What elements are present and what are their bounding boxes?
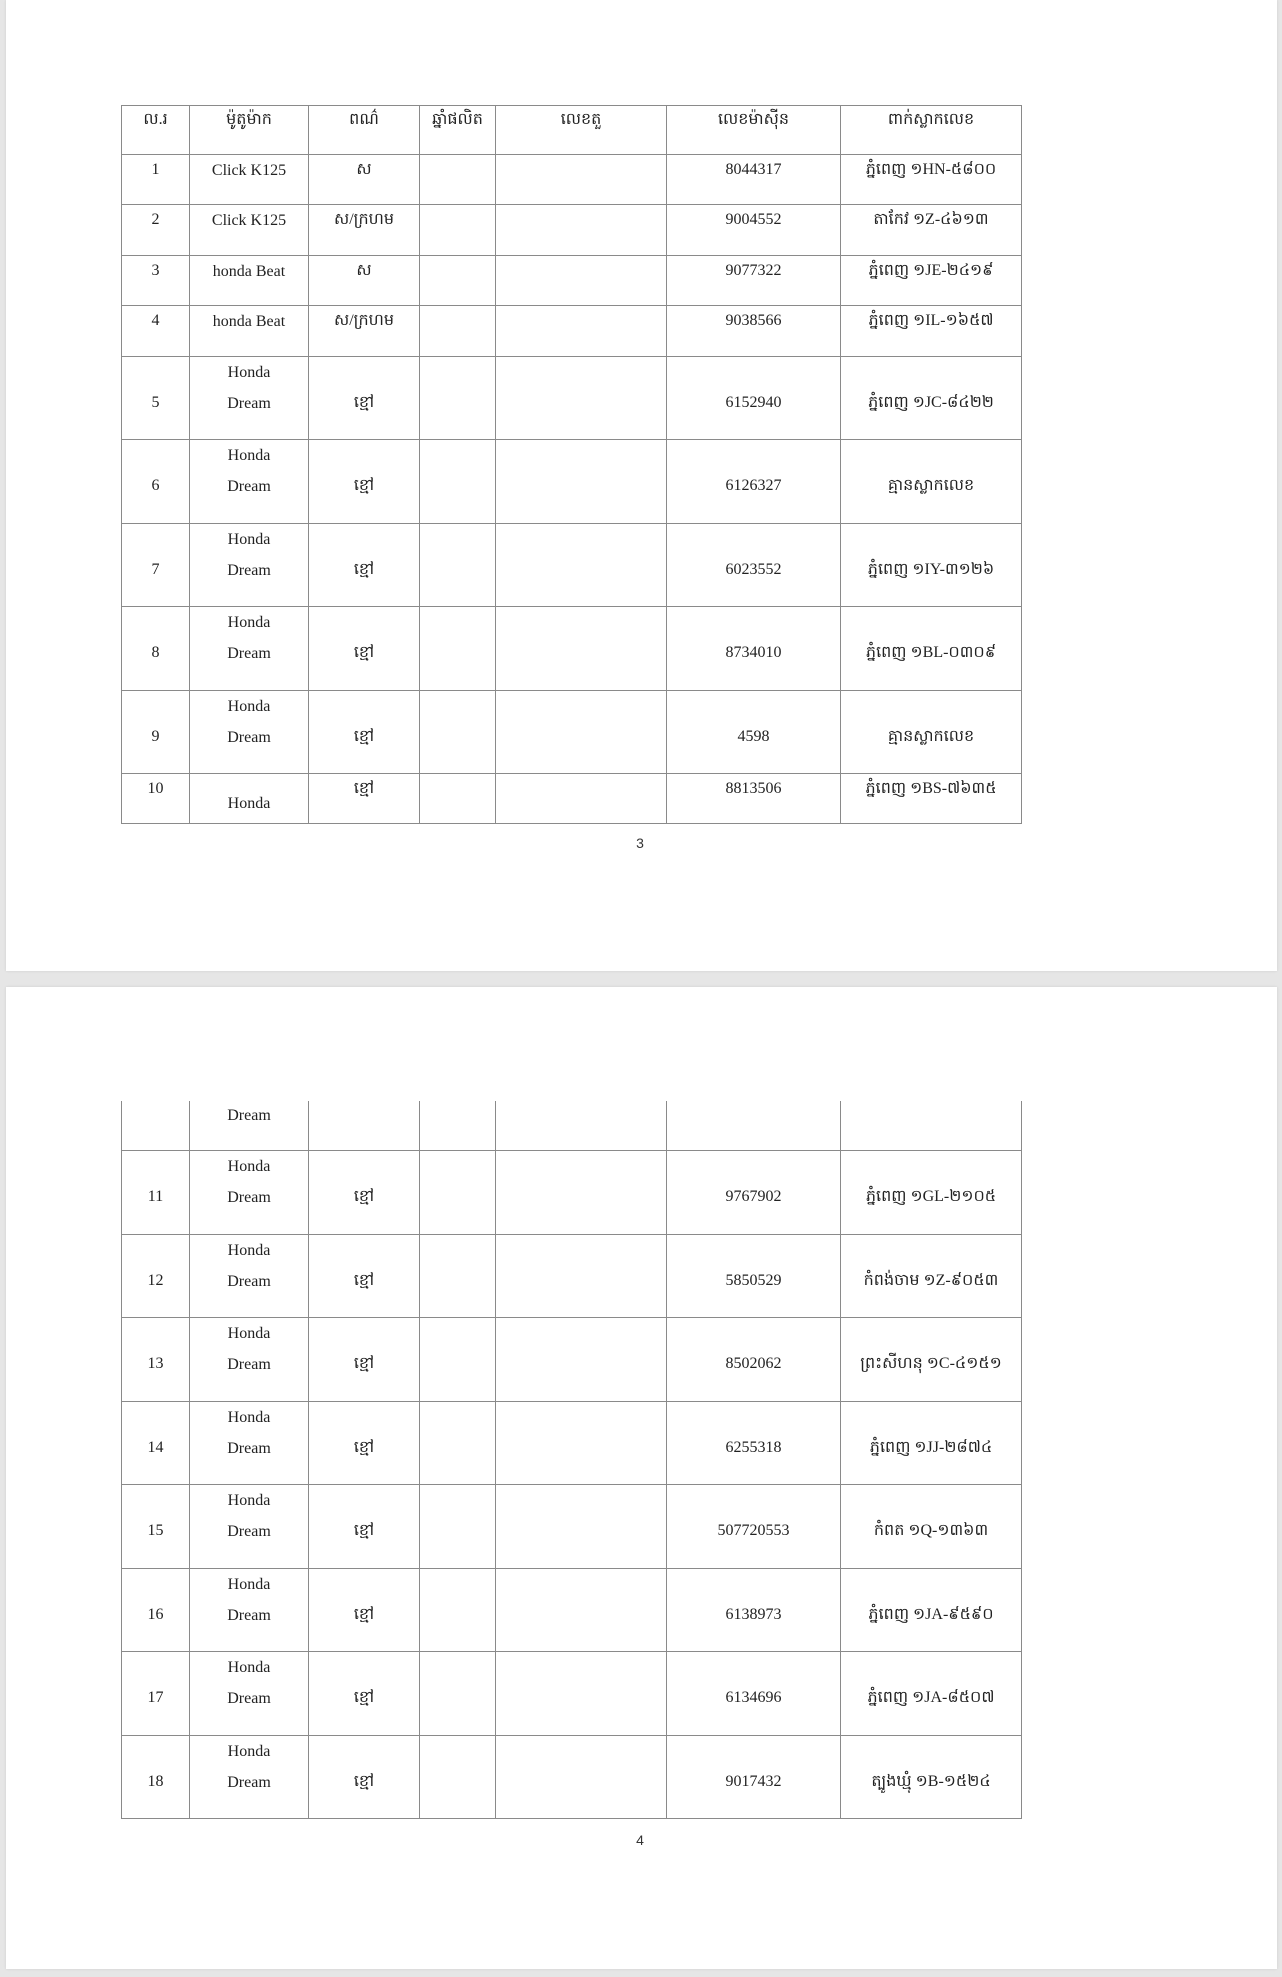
cell-plate: តាកែវ ១Z-៤៦១៣: [841, 205, 1022, 255]
cell-model: [190, 440, 309, 524]
model-line: Honda: [227, 1325, 271, 1343]
cell-chassis: [496, 256, 667, 306]
model-line: Honda: [227, 530, 271, 548]
table-row: [122, 1402, 1022, 1486]
cell-chassis: [496, 524, 667, 608]
cell-model: [190, 1151, 309, 1235]
cell-no: 2: [122, 205, 190, 255]
cell-color: ស: [309, 256, 420, 306]
cell-model: [190, 1402, 309, 1486]
cell-plate: ភ្នំពេញ ១HN-៥៨០០: [841, 155, 1022, 205]
model-line: Honda: [227, 447, 271, 465]
model-line: Honda: [227, 1241, 271, 1259]
cell-chassis: [496, 440, 667, 524]
document-page: [6, 987, 1277, 1969]
model-line: Dream: [227, 1272, 271, 1290]
cell-plate: ភ្នំពេញ ១JJ-២៨៧៤: [841, 1402, 1022, 1486]
cell-no: 18: [122, 1736, 190, 1820]
cell-no: 16: [122, 1569, 190, 1653]
cell-year: [420, 607, 496, 691]
table-row: [122, 1318, 1022, 1402]
cell-engine: 9038566: [667, 306, 841, 356]
header-plate: ពាក់ស្លាកលេខ: [841, 106, 1022, 155]
cell-model: [190, 1569, 309, 1653]
model-line: Honda: [227, 697, 271, 715]
cell-model: [190, 1736, 309, 1820]
cell-no: 12: [122, 1235, 190, 1319]
model-line: Honda: [227, 1659, 271, 1677]
cell-color: [309, 1101, 420, 1151]
model-line: Dream: [227, 1690, 271, 1708]
cell-engine: 6152940: [667, 357, 841, 441]
cell-year: [420, 524, 496, 608]
cell-plate: ភ្នំពេញ ១BS-៧៦៣៥: [841, 774, 1022, 824]
cell-year: [420, 155, 496, 205]
table-body: [122, 155, 1022, 824]
table-row: [122, 155, 1022, 205]
model-line: Dream: [227, 728, 271, 746]
model-line: Honda: [227, 1408, 271, 1426]
cell-plate: ព្រះសីហនុ ១C-៤១៥១: [841, 1318, 1022, 1402]
model-line: Honda: [227, 363, 271, 381]
cell-color: ខ្មៅ: [309, 607, 420, 691]
cell-engine: 6134696: [667, 1652, 841, 1736]
cell-color: ខ្មៅ: [309, 524, 420, 608]
cell-no: 1: [122, 155, 190, 205]
table-row: [122, 691, 1022, 775]
cell-chassis: [496, 691, 667, 775]
cell-model: [190, 1485, 309, 1569]
header-year: ឆ្នាំផលិត: [420, 106, 496, 155]
cell-year: [420, 1402, 496, 1486]
model-line: Honda: [227, 1575, 271, 1593]
cell-color: ខ្មៅ: [309, 1485, 420, 1569]
cell-year: [420, 1318, 496, 1402]
model-line: Dream: [227, 1356, 271, 1374]
cell-no: 9: [122, 691, 190, 775]
cell-engine: 8044317: [667, 155, 841, 205]
header-color: ពណ៌: [309, 106, 420, 155]
cell-model: [190, 524, 309, 608]
table-row: [122, 440, 1022, 524]
cell-chassis: [496, 1569, 667, 1653]
cell-model: [190, 357, 309, 441]
cell-color: ខ្មៅ: [309, 691, 420, 775]
cell-model: [190, 691, 309, 775]
page-number: 4: [636, 1832, 644, 1848]
cell-model: [190, 205, 309, 255]
cell-engine: 6255318: [667, 1402, 841, 1486]
cell-year: [420, 1101, 496, 1151]
table-row-continuation: [122, 1101, 1022, 1151]
table-row: [122, 1736, 1022, 1820]
cell-year: [420, 691, 496, 775]
cell-color: ខ្មៅ: [309, 1402, 420, 1486]
table-row: [122, 1235, 1022, 1319]
cell-color: ស/ក្រហម: [309, 205, 420, 255]
cell-no: 14: [122, 1402, 190, 1486]
cell-color: ខ្មៅ: [309, 1736, 420, 1820]
cell-chassis: [496, 774, 667, 824]
cell-chassis: [496, 1235, 667, 1319]
cell-year: [420, 1569, 496, 1653]
table-row: [122, 306, 1022, 356]
cell-plate: គ្មានស្លាកលេខ: [841, 440, 1022, 524]
cell-color: ស/ក្រហម: [309, 306, 420, 356]
cell-no: 3: [122, 256, 190, 306]
cell-engine: 6126327: [667, 440, 841, 524]
cell-no: 7: [122, 524, 190, 608]
table-row: [122, 774, 1022, 824]
model-line: Dream: [227, 1189, 271, 1207]
model-line: Honda: [227, 1492, 271, 1510]
cell-chassis: [496, 1485, 667, 1569]
table-body: [122, 1151, 1022, 1819]
table-header-row: [122, 106, 1022, 155]
table-row: [122, 1151, 1022, 1235]
cell-engine: 9077322: [667, 256, 841, 306]
cell-plate: គ្មានស្លាកលេខ: [841, 691, 1022, 775]
cell-chassis: [496, 1652, 667, 1736]
header-chassis: លេខតួ: [496, 106, 667, 155]
cell-model: Dream: [190, 1101, 309, 1151]
cell-year: [420, 357, 496, 441]
cell-chassis: [496, 205, 667, 255]
cell-year: [420, 205, 496, 255]
model-line: Honda: [227, 614, 271, 632]
cell-no: 13: [122, 1318, 190, 1402]
table-row: [122, 357, 1022, 441]
model-line: Dream: [227, 1606, 271, 1624]
document-page: [6, 0, 1277, 971]
cell-year: [420, 1485, 496, 1569]
page-number: 3: [636, 835, 644, 851]
model-line: Click K125: [211, 162, 287, 179]
cell-chassis: [496, 306, 667, 356]
vehicle-table-continued: [121, 1101, 1022, 1819]
table-row: [122, 607, 1022, 691]
cell-plate: ភ្នំពេញ ១JA-៩៥៩០: [841, 1569, 1022, 1653]
cell-no: 5: [122, 357, 190, 441]
cell-plate: ត្បូងឃ្មុំ ១B-១៥២៤: [841, 1736, 1022, 1820]
model-line: Dream: [227, 1773, 271, 1791]
model-line: Click K125: [211, 212, 287, 230]
cell-chassis: [496, 1736, 667, 1820]
cell-color: ខ្មៅ: [309, 1235, 420, 1319]
cell-engine: [667, 1101, 841, 1151]
table-row: [122, 524, 1022, 608]
cell-chassis: [496, 1402, 667, 1486]
cell-plate: កំពង់ចាម ១Z-៩០៥៣: [841, 1235, 1022, 1319]
cell-color: ខ្មៅ: [309, 1318, 420, 1402]
model-line: Honda: [227, 1742, 271, 1760]
cell-no: 15: [122, 1485, 190, 1569]
cell-plate: ភ្នំពេញ ១JC-៨៤២២: [841, 357, 1022, 441]
table-row: [122, 205, 1022, 255]
cell-no: 10: [122, 774, 190, 824]
cell-color: ខ្មៅ: [309, 774, 420, 824]
model-line: Dream: [227, 1523, 271, 1541]
cell-no: 8: [122, 607, 190, 691]
header-model: ម៉ូតូម៉ាក: [190, 106, 309, 155]
cell-year: [420, 1151, 496, 1235]
cell-year: [420, 1652, 496, 1736]
model-line: Dream: [227, 394, 271, 412]
cell-chassis: [496, 1101, 667, 1151]
cell-year: [420, 440, 496, 524]
cell-no: 17: [122, 1652, 190, 1736]
header-engine: លេខម៉ាស៊ីន: [667, 106, 841, 155]
table-row: [122, 1652, 1022, 1736]
cell-year: [420, 256, 496, 306]
cell-plate: ភ្នំពេញ ១IL-១៦៥៧: [841, 306, 1022, 356]
cell-chassis: [496, 1151, 667, 1235]
cell-model: [190, 155, 309, 205]
cell-engine: 6138973: [667, 1569, 841, 1653]
cell-engine: 8502062: [667, 1318, 841, 1402]
cell-year: [420, 1736, 496, 1820]
model-line: Honda: [227, 795, 271, 813]
table-row: [122, 256, 1022, 306]
header-no: ល.រ: [122, 106, 190, 155]
cell-model: [190, 1235, 309, 1319]
cell-chassis: [496, 1318, 667, 1402]
cell-plate: ភ្នំពេញ ១GL-២១០៥: [841, 1151, 1022, 1235]
cell-model: [190, 306, 309, 356]
cell-engine: 9767902: [667, 1151, 841, 1235]
cell-chassis: [496, 155, 667, 205]
cell-chassis: [496, 357, 667, 441]
cell-no: [122, 1101, 190, 1151]
table-row: [122, 1569, 1022, 1653]
cell-model: [190, 1318, 309, 1402]
cell-engine: 9017432: [667, 1736, 841, 1820]
cell-plate: ភ្នំពេញ ១BL-០៣០៩: [841, 607, 1022, 691]
table-row: [122, 1485, 1022, 1569]
cell-no: 11: [122, 1151, 190, 1235]
cell-color: ខ្មៅ: [309, 1652, 420, 1736]
cell-no: 4: [122, 306, 190, 356]
cell-year: [420, 306, 496, 356]
cell-chassis: [496, 607, 667, 691]
cell-color: ខ្មៅ: [309, 1151, 420, 1235]
model-line: honda Beat: [212, 262, 286, 280]
cell-engine: 507720553: [667, 1485, 841, 1569]
cell-engine: 5850529: [667, 1235, 841, 1319]
cell-engine: 9004552: [667, 205, 841, 255]
model-line: Dream: [227, 561, 271, 579]
cell-color: ខ្មៅ: [309, 357, 420, 441]
cell-plate: [841, 1101, 1022, 1151]
cell-year: [420, 774, 496, 824]
cell-engine: 6023552: [667, 524, 841, 608]
cell-plate: ភ្នំពេញ ១IY-៣១២៦: [841, 524, 1022, 608]
cell-model: [190, 256, 309, 306]
cell-engine: 8813506: [667, 774, 841, 824]
cell-engine: 4598: [667, 691, 841, 775]
model-line: honda Beat: [212, 313, 286, 331]
cell-no: 6: [122, 440, 190, 524]
cell-year: [420, 1235, 496, 1319]
model-line: Dream: [227, 478, 271, 496]
cell-color: ស: [309, 155, 420, 205]
vehicle-table: [121, 105, 1022, 824]
cell-model: [190, 607, 309, 691]
cell-color: ខ្មៅ: [309, 1569, 420, 1653]
model-line: Dream: [227, 645, 271, 663]
cell-plate: ភ្នំពេញ ១JA-៨៥០៧: [841, 1652, 1022, 1736]
cell-model: [190, 774, 309, 824]
cell-model: [190, 1652, 309, 1736]
model-line: Dream: [227, 1439, 271, 1457]
cell-plate: ភ្នំពេញ ១JE-២៤១៩: [841, 256, 1022, 306]
cell-engine: 8734010: [667, 607, 841, 691]
model-line: Honda: [227, 1158, 271, 1176]
cell-plate: កំពត ១Q-១៣៦៣: [841, 1485, 1022, 1569]
cell-color: ខ្មៅ: [309, 440, 420, 524]
